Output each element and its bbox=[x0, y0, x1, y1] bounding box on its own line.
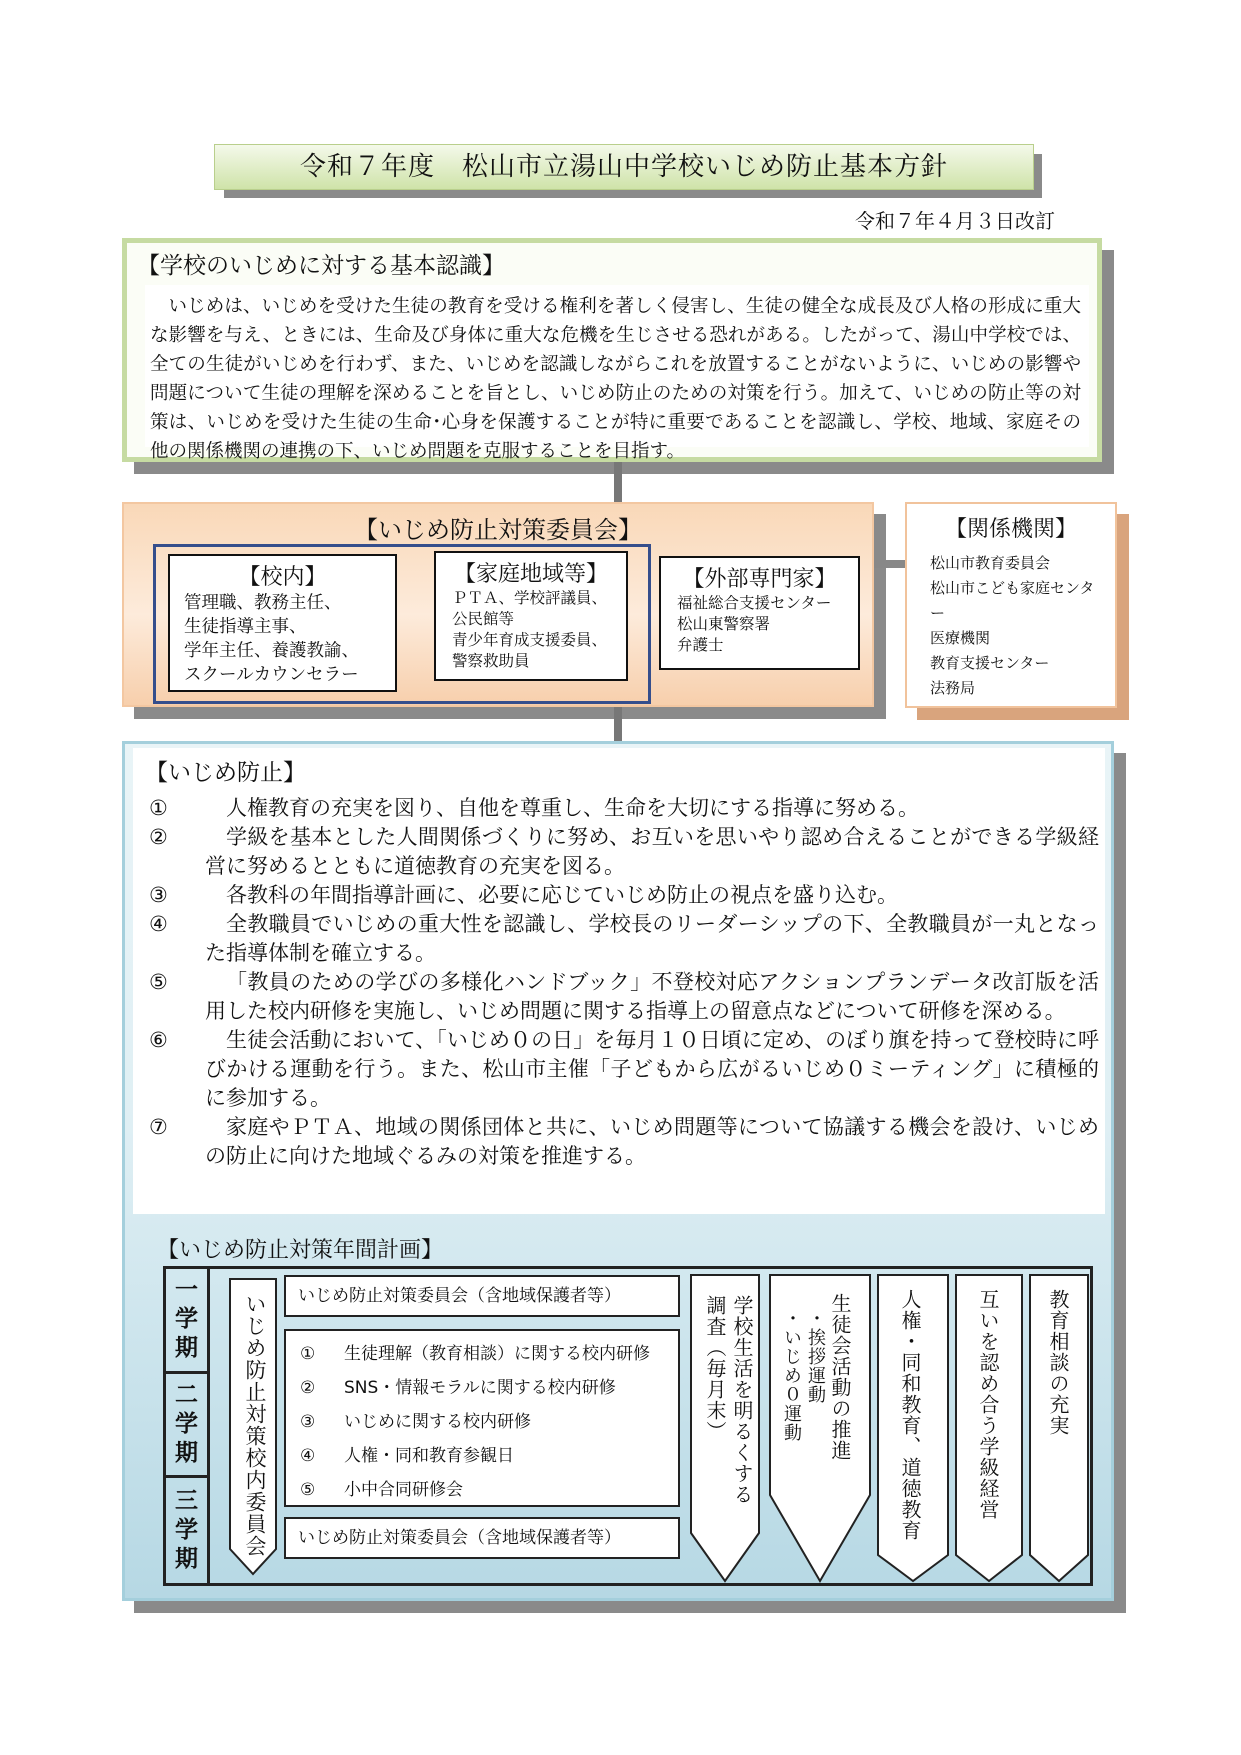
basic-recognition-text: いじめは、いじめを受けた生徒の教育を受ける権利を著しく侵害し、生徒の健全な成長及び人格の形成に重大な影響を与え、ときには、生命及び身体に重大な危機を生じさせる恐れがある。したがって、湯山中学校では、全ての生徒がいじめを行わず、また、いじめを認識しながらこれを放置することがないように、いじめの影響や問題について生徒の理解を深めることを旨とし、いじめ防止のための対策を行う。加えて、いじめの防止等の対策は、いじめを受けた生徒の生命･心身を保護することが特に重要であることを認識し、学校、地域、家庭その他の関係機関の連携の下、いじめ問題を克服することを目指す。 bbox=[150, 296, 1081, 462]
agencies-heading: 【関係機関】 bbox=[944, 517, 1077, 542]
survey-label: 学校生活を明るくする bbox=[730, 1295, 754, 1505]
community-member-line: 青少年育成支援委員、 bbox=[452, 631, 608, 649]
committee-meeting-top: いじめ防止対策委員会（含地域保護者等） bbox=[284, 1275, 680, 1317]
prevention-item: ⑥ 生徒会活動において、「いじめ０の日」を毎月１０日頃に定め、のぼり旗を持って登校時に呼びかける運動を行う。また、松山市主催「子どもから広がるいじめ０ミーティング」に積極的に参加する。 bbox=[149, 1028, 1099, 1110]
prevention-section bbox=[122, 741, 1114, 1601]
term-1: 一 学 期 bbox=[166, 1269, 207, 1374]
agency-item: 教育支援センター bbox=[930, 654, 1050, 672]
expert-line: 福祉総合支援センター bbox=[677, 594, 832, 612]
prevention-item: ⑦ 家庭やＰＴＡ、地域の関係団体と共に、いじめ問題等について協議する機会を設け、いじめの防止に向けた地域ぐるみの対策を推進する。 bbox=[149, 1115, 1099, 1168]
agency-item: 松山市教育委員会 bbox=[930, 554, 1051, 572]
prevention-item: ③ 各教科の年間指導計画に、必要に応じていじめ防止の視点を盛り込む。 bbox=[149, 883, 898, 907]
training-item: ④ 人権・同和教育参観日 bbox=[300, 1446, 514, 1466]
expert-line: 松山東警察署 bbox=[677, 615, 771, 633]
experts-title: 【外部専門家】 bbox=[682, 567, 837, 592]
student-council-sub-label: ・挨拶運動 bbox=[805, 1309, 826, 1404]
school-member-line: 学年主任、養護教諭、 bbox=[184, 641, 359, 661]
page-title: 令和７年度 松山市立湯山中学校いじめ防止基本方針 bbox=[214, 144, 1034, 190]
connector-line bbox=[614, 707, 622, 741]
committee-heading: 【いじめ防止対策委員会】 bbox=[354, 516, 642, 544]
agency-item: 法務局 bbox=[930, 679, 976, 697]
community-member-line: 公民館等 bbox=[452, 610, 515, 628]
counseling-label: 教育相談の充実 bbox=[1046, 1289, 1070, 1436]
school-members-title: 【校内】 bbox=[238, 565, 327, 590]
connector-line bbox=[614, 462, 622, 502]
community-member-line: 警察救助員 bbox=[452, 652, 530, 670]
training-item: ③ いじめに関する校内研修 bbox=[300, 1412, 531, 1432]
training-item: ⑤ 小中合同研修会 bbox=[300, 1480, 463, 1500]
training-item: ① 生徒理解（教育相談）に関する校内研修 bbox=[300, 1344, 650, 1364]
agency-item: 松山市こども家庭センター bbox=[930, 579, 1095, 622]
annual-plan-heading: 【いじめ防止対策年間計画】 bbox=[157, 1238, 444, 1263]
training-list bbox=[284, 1329, 680, 1507]
basic-recognition-section bbox=[122, 238, 1102, 462]
prevention-heading: 【いじめ防止】 bbox=[145, 760, 306, 786]
prevention-item: ② 学級を基本とした人間関係づくりに努め、お互いを思いやり認め合えることができる学級経営に努めるとともに道徳教育の充実を図る。 bbox=[149, 825, 1099, 878]
term-column bbox=[166, 1269, 210, 1583]
prevention-item: ⑤ 「教員のための学びの多様化ハンドブック」不登校対応アクションプランデータ改訂版を活用した校内研修を実施し、いじめ問題に関する指導上の留意点などについて研修を深める。 bbox=[149, 970, 1099, 1023]
annual-plan-table bbox=[163, 1266, 1093, 1586]
expert-line: 弁護士 bbox=[677, 636, 724, 654]
student-council-label: 生徒会活動の推進 bbox=[828, 1293, 852, 1461]
prevention-item: ① 人権教育の充実を図り、自他を尊重し、生命を大切にする指導に努める。 bbox=[149, 796, 919, 820]
school-members-box bbox=[168, 554, 397, 692]
school-member-line: 管理職、教務主任、 bbox=[184, 593, 342, 613]
prevention-list bbox=[149, 794, 1099, 1171]
school-committee-label: いじめ防止対策校内委員会 bbox=[243, 1293, 267, 1557]
experts-box bbox=[659, 556, 860, 670]
basic-recognition-heading: 【学校のいじめに対する基本認識】 bbox=[137, 253, 505, 279]
community-members-title: 【家庭地域等】 bbox=[453, 562, 608, 587]
revision-date: 令和７年４月３日改訂 bbox=[855, 209, 1055, 233]
class-management-label: 互いを認め合う学級経営 bbox=[976, 1289, 1000, 1520]
committee-meeting-bottom: いじめ防止対策委員会（含地域保護者等） bbox=[284, 1517, 680, 1559]
community-members-box bbox=[434, 551, 628, 681]
school-member-line: 生徒指導主事、 bbox=[184, 617, 307, 637]
connector-line bbox=[874, 560, 905, 568]
agency-item: 医療機関 bbox=[930, 629, 991, 647]
survey-sub-label: 調査（毎月末） bbox=[703, 1295, 727, 1442]
prevention-item: ④ 全教職員でいじめの重大性を認識し、学校長のリーダーシップの下、全教職員が一丸となった指導体制を確立する。 bbox=[149, 912, 1100, 965]
human-rights-label: 人権・同和教育、道徳教育 bbox=[898, 1289, 922, 1541]
term-3: 三 学 期 bbox=[175, 1488, 198, 1573]
training-item: ② SNS・情報モラルに関する校内研修 bbox=[300, 1378, 616, 1398]
community-member-line: ＰＴＡ、学校評議員、 bbox=[452, 589, 608, 607]
term-2: 二 学 期 bbox=[166, 1374, 207, 1479]
student-council-sub-label: ・いじめ０運動 bbox=[781, 1309, 802, 1442]
related-agencies-section bbox=[905, 502, 1117, 708]
school-member-line: スクールカウンセラー bbox=[184, 665, 359, 685]
